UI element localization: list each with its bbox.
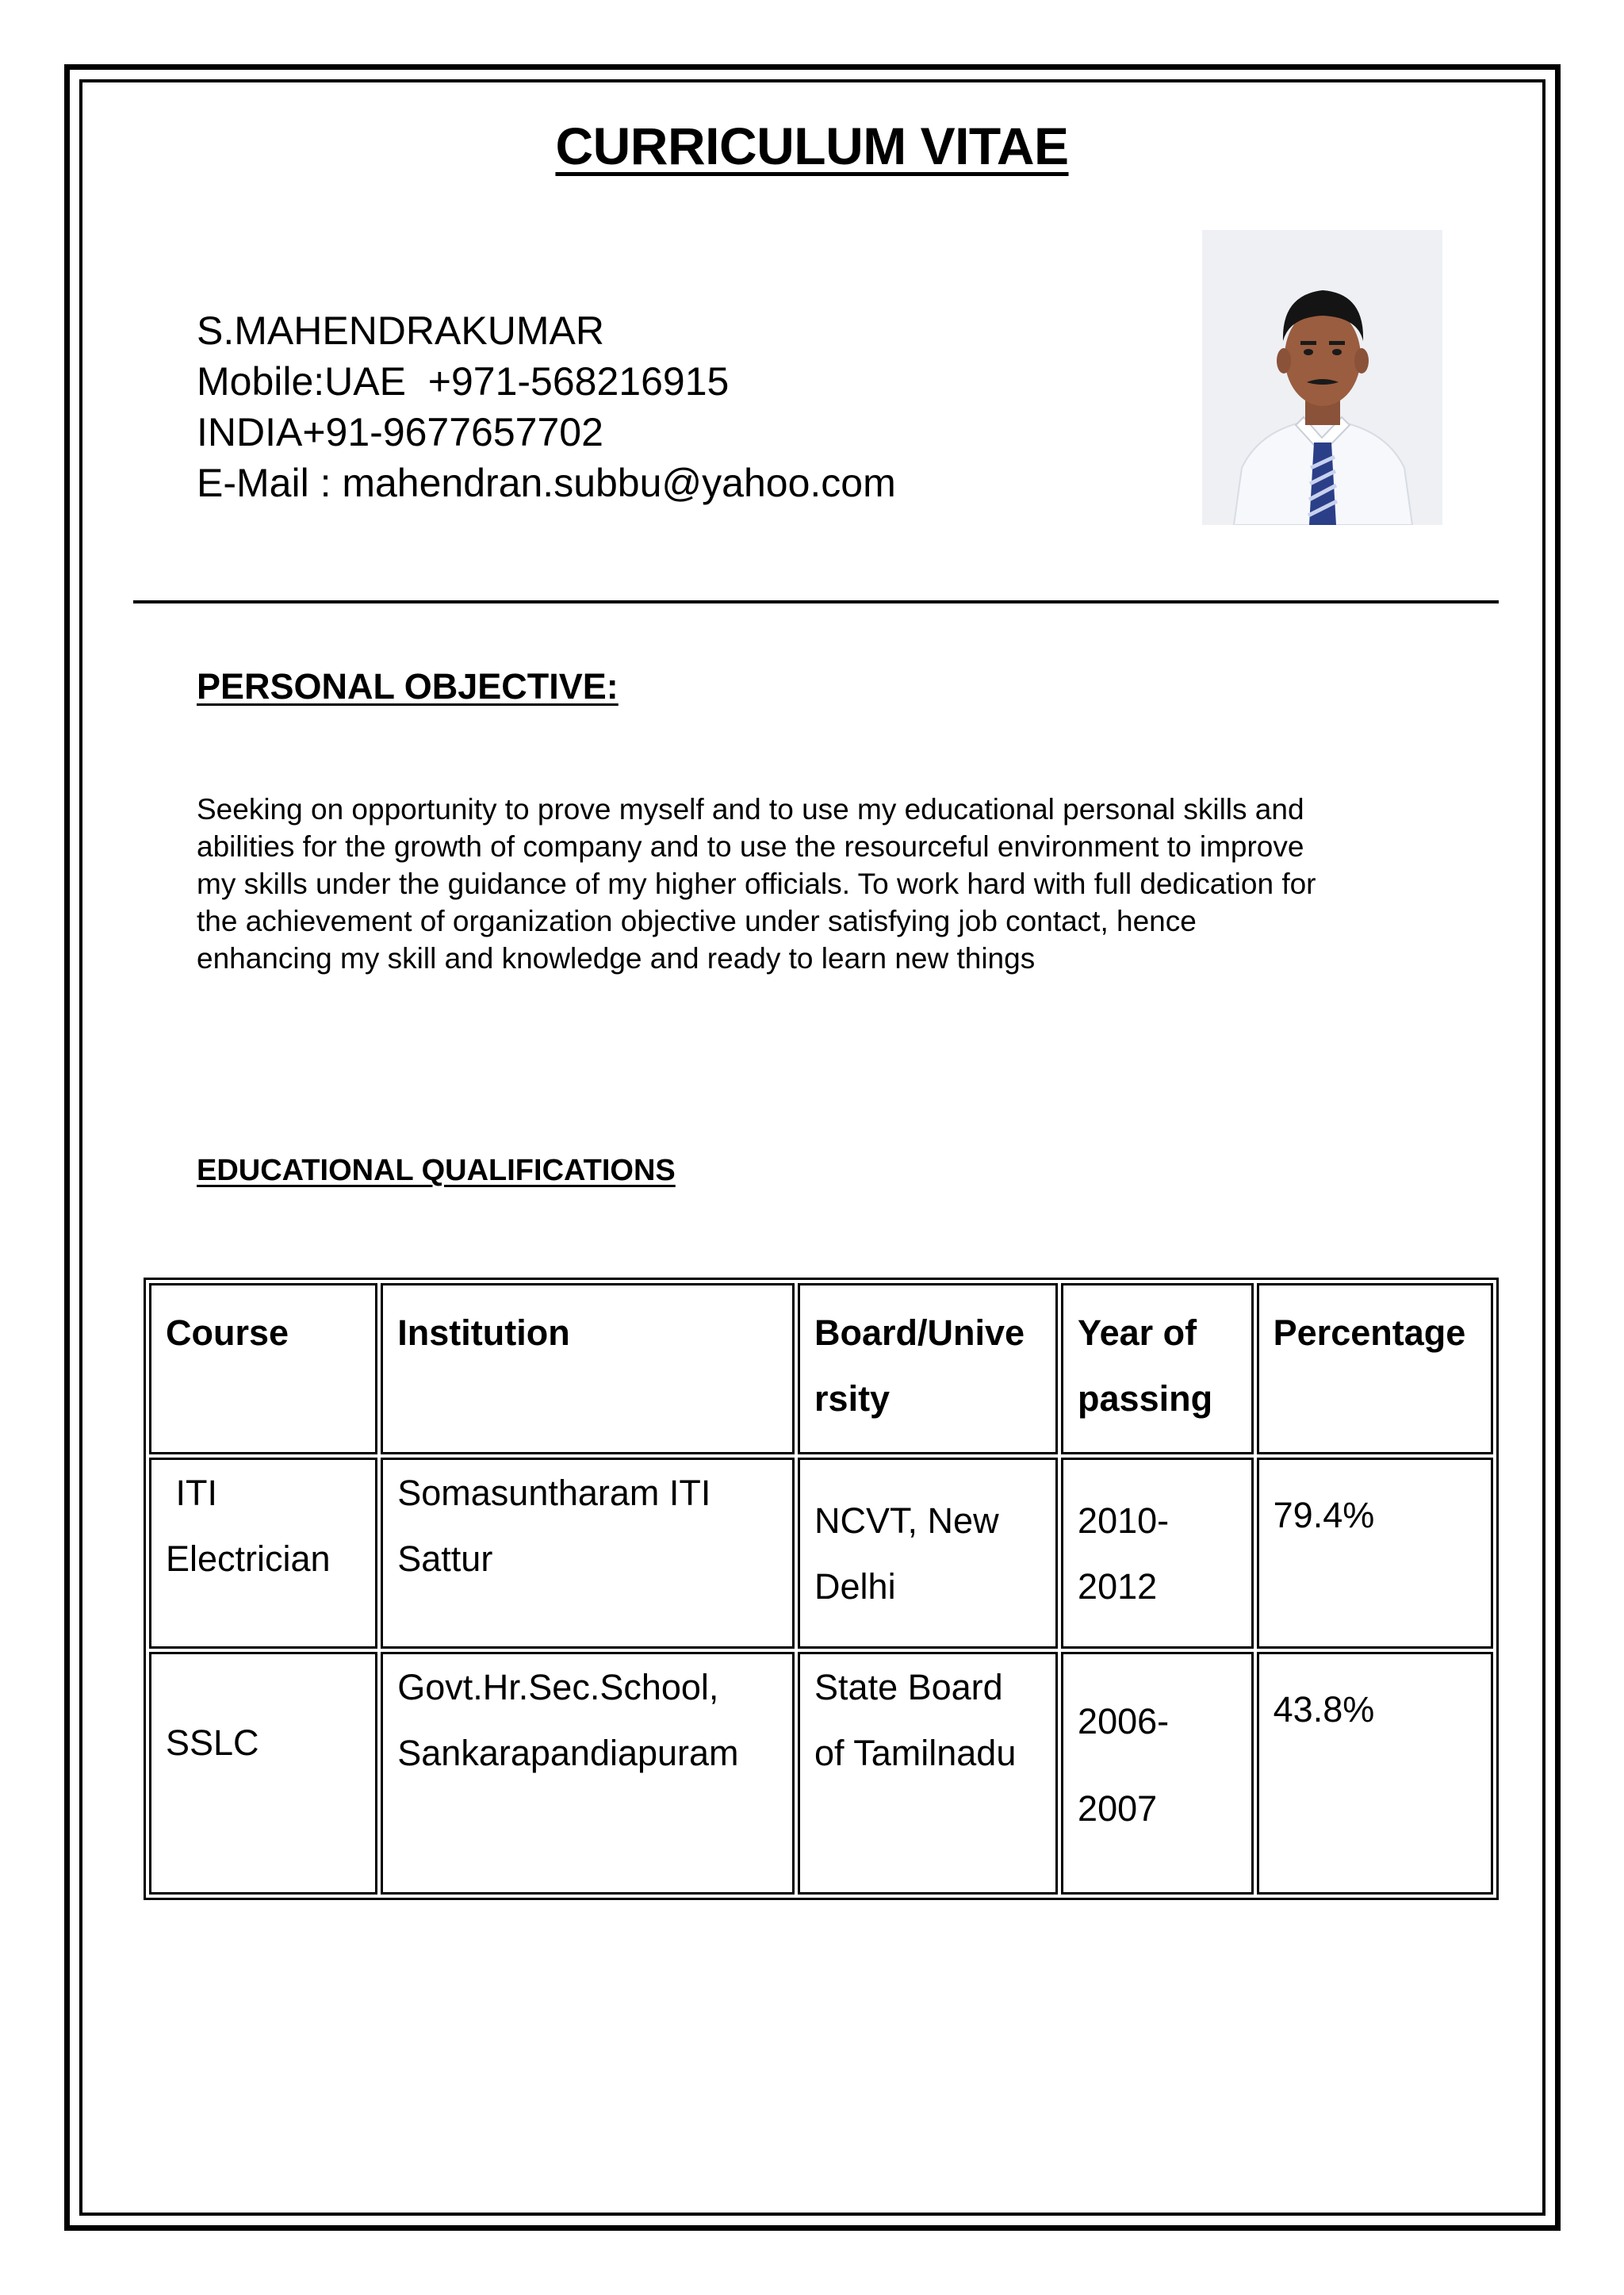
cell-course <box>149 1458 377 1649</box>
profile-photo <box>1202 230 1442 525</box>
education-heading: EDUCATIONAL QUALIFICATIONS <box>197 1154 676 1187</box>
cell-year <box>1061 1458 1254 1649</box>
cell-board <box>798 1458 1058 1649</box>
header-board-line: Board/Unive <box>814 1312 1025 1353</box>
cell-line: SSLC <box>166 1722 259 1763</box>
cell-line: Sankarapandiapuram <box>397 1733 739 1773</box>
objective-line: abilities for the growth of company and to use the resourceful environment to improve <box>197 830 1304 863</box>
objective-line: Seeking on opportunity to prove myself and to use my educational personal skills and <box>197 793 1304 826</box>
cell-line: Delhi <box>814 1565 896 1607</box>
table-row <box>149 1458 1493 1649</box>
objective-line: the achievement of organization objective under satisfying job contact, hence <box>197 905 1197 937</box>
cell-line: State Board <box>814 1667 1003 1707</box>
header-year-line: passing <box>1078 1378 1213 1419</box>
objective-line: enhancing my skill and knowledge and ready to learn new things <box>197 942 1036 975</box>
email: E-Mail : mahendran.subbu@yahoo.com <box>197 461 896 505</box>
header-course: Course <box>149 1283 377 1454</box>
candidate-name: S.MAHENDRAKUMAR <box>197 308 604 353</box>
cell-line: NCVT, New <box>814 1500 999 1541</box>
objective-heading: PERSONAL OBJECTIVE: <box>197 666 619 707</box>
cell-line: Sattur <box>397 1538 493 1579</box>
cell-line: 2006- <box>1078 1701 1170 1741</box>
contact-block <box>197 305 896 508</box>
cell-line: ITI <box>166 1473 217 1513</box>
cell-line: 2007 <box>1078 1788 1158 1829</box>
cell-line: Govt.Hr.Sec.School, <box>397 1667 719 1707</box>
header-divider <box>133 600 1499 603</box>
cell-course <box>149 1652 377 1895</box>
header-year <box>1061 1283 1254 1454</box>
cell-institution <box>381 1458 795 1649</box>
cell-line: 2012 <box>1078 1565 1158 1607</box>
mobile-uae: Mobile:UAE +971-568216915 <box>197 359 730 404</box>
header-institution: Institution <box>381 1283 795 1454</box>
profile-photo-drawing <box>1202 230 1442 525</box>
objective-text <box>197 791 1465 977</box>
education-table <box>144 1278 1499 1900</box>
cell-line: Somasuntharam ITI <box>397 1473 711 1513</box>
header-board-line: rsity <box>814 1378 891 1419</box>
cell-percentage <box>1257 1458 1493 1649</box>
cell-line: Electrician <box>166 1538 331 1579</box>
header-year-line: Year of <box>1078 1312 1197 1353</box>
cell-line: 79.4% <box>1273 1495 1375 1535</box>
cell-institution <box>381 1652 795 1895</box>
objective-line: my skills under the guidance of my higher officials. To work hard with full dedication for <box>197 868 1316 900</box>
cell-percentage <box>1257 1652 1493 1895</box>
cell-line: of Tamilnadu <box>814 1733 1017 1773</box>
table-row <box>149 1652 1493 1895</box>
cell-line: 2010- <box>1078 1500 1170 1541</box>
mobile-india: INDIA+91-9677657702 <box>197 410 603 454</box>
cell-board <box>798 1652 1058 1895</box>
cell-year <box>1061 1652 1254 1895</box>
table-header-row <box>149 1283 1493 1454</box>
header-percentage: Percentage <box>1257 1283 1493 1454</box>
cell-line: 43.8% <box>1273 1689 1375 1730</box>
document-title: CURRICULUM VITAE <box>555 117 1069 175</box>
header-board <box>798 1283 1058 1454</box>
